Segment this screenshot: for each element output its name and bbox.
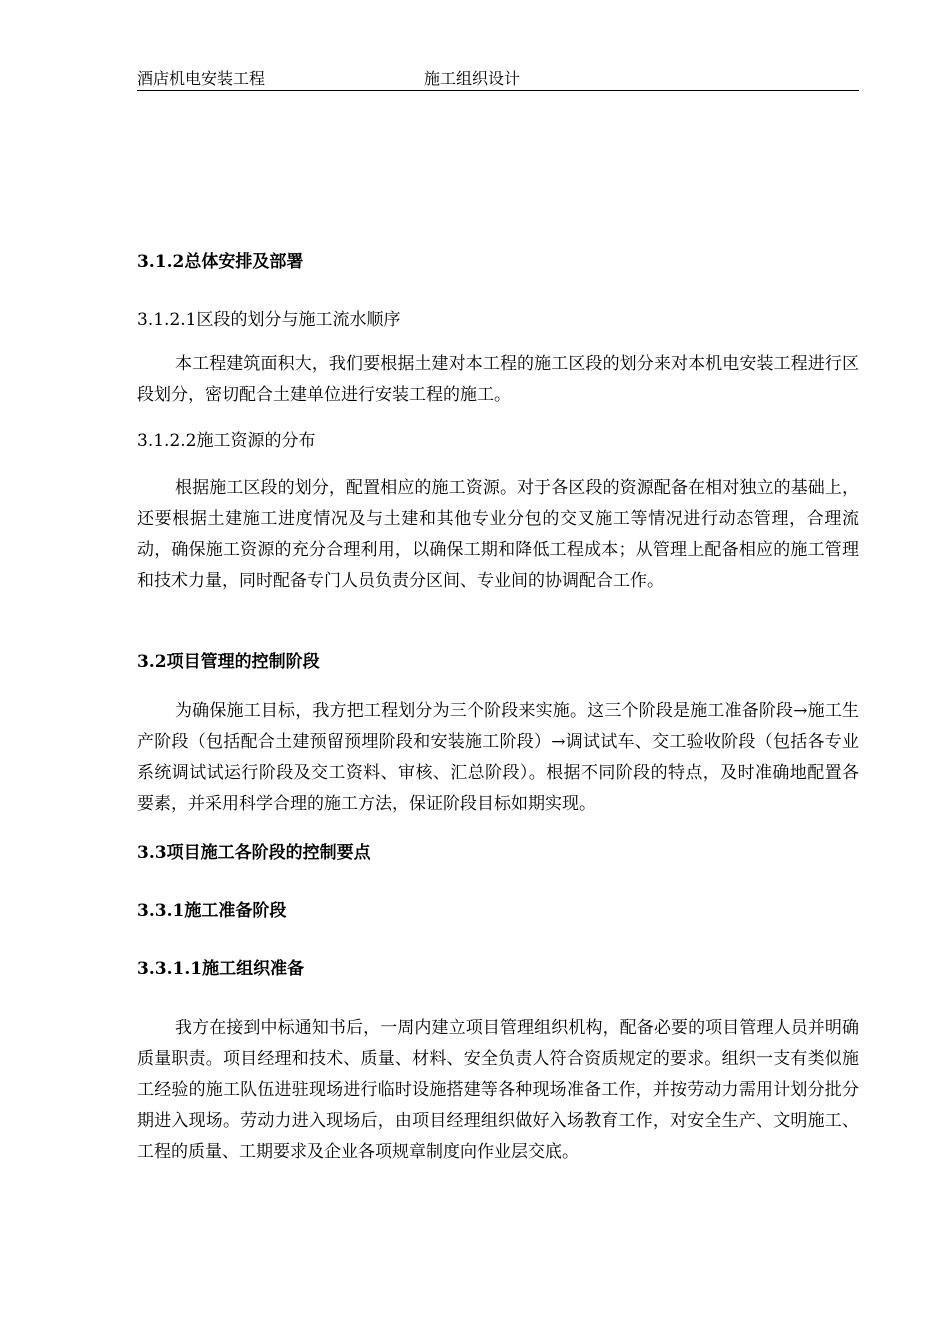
heading-3-1-2: 3.1.2总体安排及部署 [137,252,304,272]
paragraph-3-1-2-2: 根据施工区段的划分，配置相应的施工资源。对于各区段的资源配备在相对独立的基础上，还要根据土建施工进度情况及与土建和其他专业分包的交叉施工等情况进行动态管理，合理流动，确保施工资源的充分合理利用，以确保工期和降低工程成本；从管理上配备相应的施工管理和技术力量，同时配备专门人员负责分区间、专业间的协调配合工作。 [137,478,859,591]
page-header [137,66,859,91]
paragraph-3-1-2-1: 本工程建筑面积大，我们要根据土建对本工程的施工区段的划分来对本机电安装工程进行区段划分，密切配合土建单位进行安装工程的施工。 [137,354,859,405]
heading-3-3-1: 3.3.1施工准备阶段 [137,901,287,921]
paragraph-3-3-1-1: 我方在接到中标通知书后，一周内建立项目管理组织机构，配备必要的项目管理人员并明确质量职责。项目经理和技术、质量、材料、安全负责人符合资质规定的要求。组织一支有类似施工经验的施工队伍进驻现场进行临时设施搭建等各种现场准备工作，并按劳动力需用计划分批分期进入现场。劳动力进入现场后，由项目经理组织做好入场教育工作，对安全生产、文明施工、工程的质量、工期要求及企业各项规章制度向作业层交底。 [137,1018,859,1162]
heading-3-3: 3.3项目施工各阶段的控制要点 [137,843,371,863]
header-document-title: 施工组织设计 [424,69,521,88]
paragraph-3-2: 为确保施工目标，我方把工程划分为三个阶段来实施。这三个阶段是施工准备阶段→施工生产阶段（包括配合土建预留预埋阶段和安装施工阶段）→调试试车、交工验收阶段（包括各专业系统调试试运行阶段及交工资料、审核、汇总阶段）。根据不同阶段的特点，及时准确地配置各要素，并采用科学合理的施工方法，保证阶段目标如期实现。 [137,701,859,814]
heading-3-1-2-1: 3.1.2.1区段的划分与施工流水顺序 [137,310,401,330]
heading-3-2: 3.2项目管理的控制阶段 [137,652,320,672]
heading-3-1-2-2: 3.1.2.2施工资源的分布 [137,431,316,451]
heading-3-3-1-1: 3.3.1.1施工组织准备 [137,959,305,979]
header-project-name: 酒店机电安装工程 [137,69,266,88]
